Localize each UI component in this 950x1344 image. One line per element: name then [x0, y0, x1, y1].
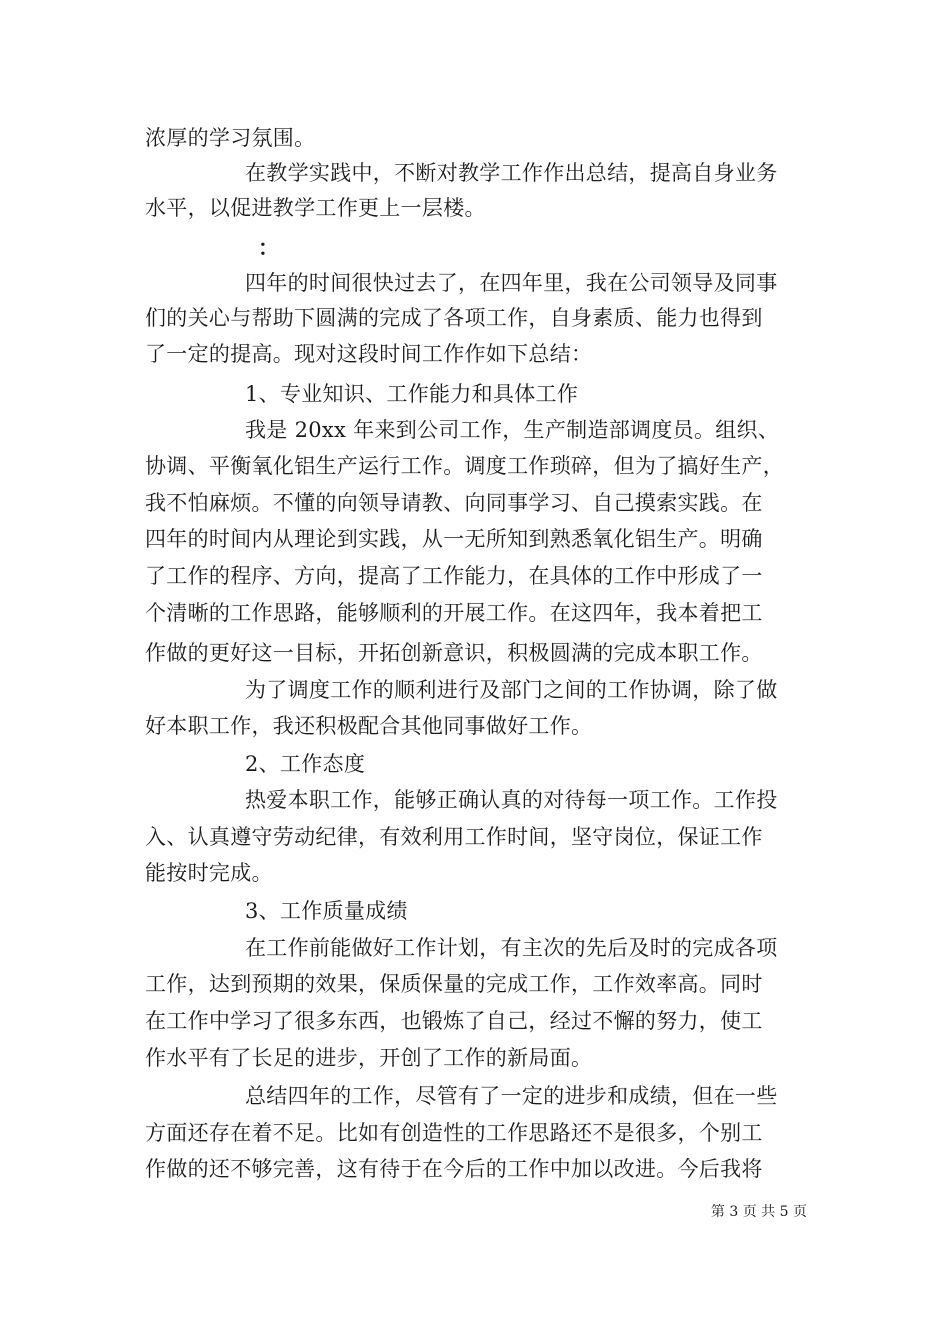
text-line: ：	[258, 235, 280, 260]
text-line: 个清晰的工作思路，能够顺利的开展工作。在这四年，我本着把工	[145, 601, 763, 625]
text-line: 能按时完成。	[145, 861, 273, 885]
text-line: 在工作前能做好工作计划，有主次的先后及时的完成各项	[245, 936, 778, 960]
text-line: 在工作中学习了很多东西，也锻炼了自己，经过不懈的努力，使工	[145, 1009, 763, 1033]
text-line: 了工作的程序、方向，提高了工作能力，在具体的工作中形成了一	[145, 564, 763, 588]
page-number: 第 3 页 共 5 页	[710, 1204, 807, 1220]
text-line: 水平，以促进教学工作更上一层楼。	[145, 196, 486, 220]
text-line: 四年的时间内从理论到实践，从一无所知到熟悉氧化铝生产。明确	[145, 527, 763, 551]
text-line: 浓厚的学习氛围。	[145, 126, 316, 150]
text-line: 了一定的提高。现对这段时间工作作如下总结：	[145, 342, 593, 366]
text-line: 们的关心与帮助下圆满的完成了各项工作，自身素质、能力也得到	[145, 306, 763, 330]
section-heading: 3、工作质量成绩	[245, 899, 408, 923]
section-heading: 1、专业知识、工作能力和具体工作	[245, 382, 579, 406]
text-line: 四年的时间很快过去了，在四年里，我在公司领导及同事	[245, 271, 778, 295]
text-line: 作水平有了长足的进步，开创了工作的新局面。	[145, 1046, 593, 1070]
text-line: 入、认真遵守劳动纪律，有效利用工作时间，坚守岗位，保证工作	[145, 825, 763, 849]
text-line: 我是 20xx 年来到公司工作，生产制造部调度员。组织、	[245, 418, 780, 442]
text-line: 工作，达到预期的效果，保质保量的完成工作，工作效率高。同时	[145, 972, 763, 996]
text-line: 总结四年的工作，尽管有了一定的进步和成绩，但在一些	[245, 1084, 778, 1108]
text-line: 作做的还不够完善，这有待于在今后的工作中加以改进。今后我将	[145, 1157, 763, 1181]
text-line: 作做的更好这一目标，开拓创新意识，积极圆满的完成本职工作。	[145, 641, 763, 665]
text-line: 协调、平衡氧化铝生产运行工作。调度工作琐碎，但为了搞好生产，	[145, 454, 784, 478]
text-line: 我不怕麻烦。不懂的向领导请教、向同事学习、自己摸索实践。在	[145, 491, 763, 515]
text-line: 热爱本职工作，能够正确认真的对待每一项工作。工作投	[245, 788, 778, 812]
text-line: 为了调度工作的顺利进行及部门之间的工作协调，除了做	[245, 678, 778, 702]
text-line: 在教学实践中，不断对教学工作作出总结，提高自身业务	[245, 161, 778, 185]
section-heading: 2、工作态度	[245, 752, 366, 776]
text-line: 方面还存在着不足。比如有创造性的工作思路还不是很多，个别工	[145, 1121, 763, 1145]
text-line: 好本职工作，我还积极配合其他同事做好工作。	[145, 714, 593, 738]
